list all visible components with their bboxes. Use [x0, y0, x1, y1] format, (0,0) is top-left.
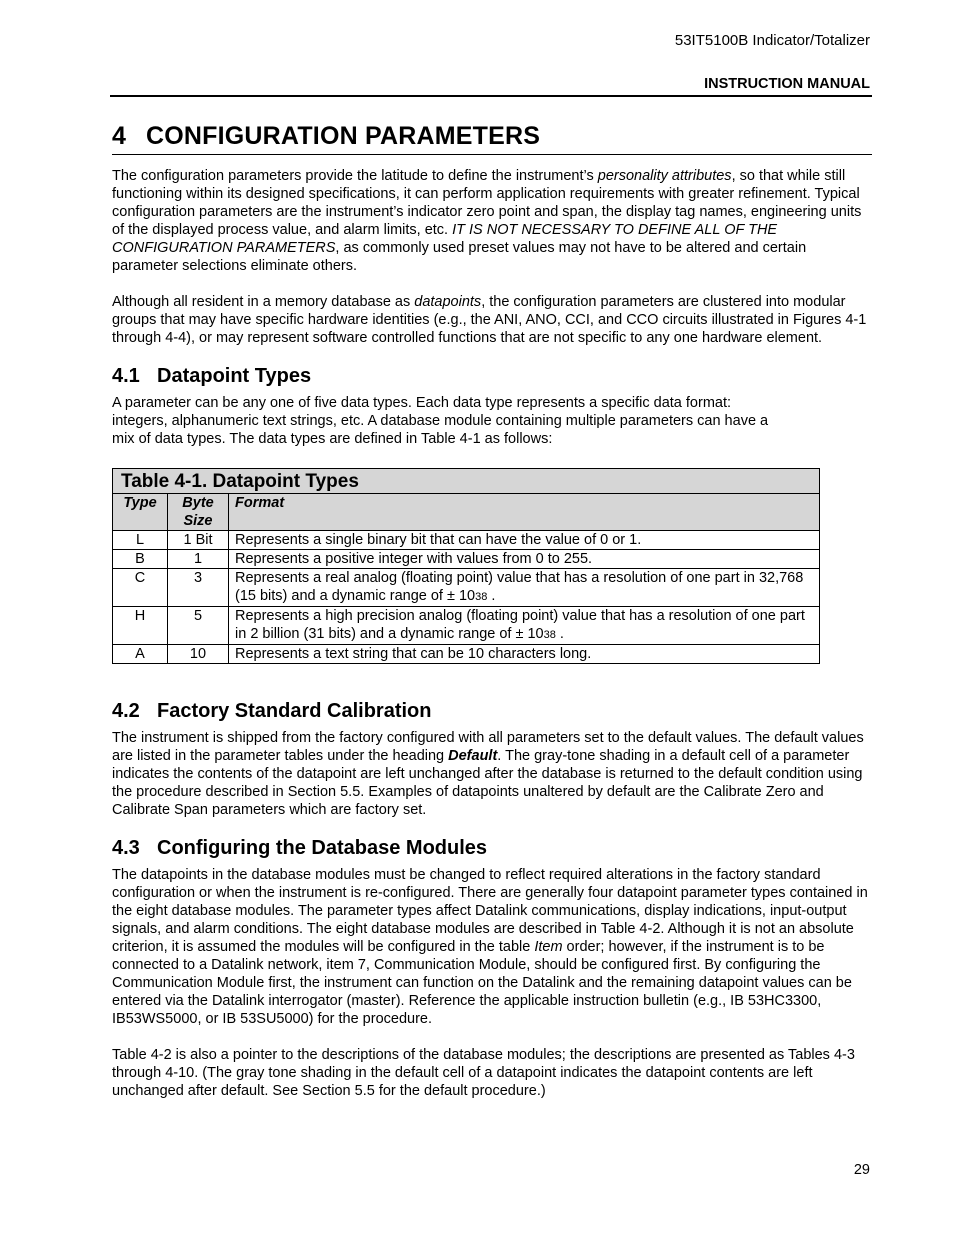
s42-text-2: . The gray-tone shading in a default cell of a parameter indicates the contents of the datapoint are left unchanged after the database is returned to the default condition using the procedure described in Section 5.5. Examples of datapoints unaltered by default are the Calibrate Zero and Calibrate Span parameters which are factory set.: [112, 748, 863, 818]
section-title: Factory Standard Calibration: [157, 700, 432, 722]
section-4-2-text: [112, 729, 872, 819]
section-4-2-heading: [112, 700, 872, 723]
cell-type: L: [113, 531, 168, 550]
section-4-1-text: A parameter can be any one of five data types. Each data type represents a specific data format: integers, alphanumeric text strings, etc. A database module containing multiple parameters can have a mix of data types. The data types are defined in Table 4-1 as follows:: [112, 395, 769, 447]
cell-format-exponent: 38: [543, 629, 556, 641]
intro-p2-text: Although all resident in a memory database as: [112, 294, 415, 310]
table-row: [113, 645, 820, 664]
table-caption: Table 4-1. Datapoint Types: [113, 469, 820, 494]
intro-p2-text-2: , the configuration parameters are clustered into modular groups that may have specific hardware identities (e.g., the ANI, ANO, CCI, and CCO circuits illustrated in Figures 4-1 through 4-4), or may represent software controlled functions that are not specific to any one hardware element.: [112, 294, 867, 346]
section-title: Configuring the Database Modules: [157, 837, 488, 859]
s43-item-emphasis: Item: [534, 939, 563, 955]
cell-format: [229, 569, 820, 607]
intro-p1-text: The configuration parameters provide the latitude to define the instrument’s: [112, 168, 598, 184]
cell-size: 3: [168, 569, 229, 607]
s43-text-2: order; however, if the instrument is to be connected to a Datalink network, item 7, Communication Module, should be configured first. By configuring the Communication Module first, the instrument can function on the Datalink and the remaining datapoint values can be entered via the Datalink interrogator (master). Reference the applicable instruction bulletin (e.g., IB 53HC3300, IB53WS5000, or IB 53SU5000) for the procedure.: [112, 939, 852, 1027]
intro-p1-text-2: , so that while still functioning within its designed specifications, it can perform application requirements with greater refinement. Typical configuration parameters are the instrument’s indicator zero point and span, the display tag names, engineering units of the displayed process value, and alarm limits, etc.: [112, 168, 862, 238]
datapoint-types-table: [112, 468, 820, 664]
cell-type: B: [113, 550, 168, 569]
chapter-number: 4: [112, 122, 127, 150]
s43-text: The datapoints in the database modules must be changed to reflect required alterations in the factory standard configuration or when the instrument is re-configured. There are generally four datapoint parameter types contained in the eight database modules. The parameter types affect Datalink communications, display indications, input-output signals, and alarm conditions. The eight database modules are described in Table 4-2. Although it is not an absolute criterion, it is assumed the modules will be configured in the table: [112, 867, 868, 955]
section-4-3-paragraph-1: [112, 866, 872, 1028]
section-title: Datapoint Types: [157, 365, 312, 387]
header-product-title: 53IT5100B Indicator/Totalizer: [674, 32, 870, 49]
cell-format-exponent: 38: [475, 591, 488, 603]
intro-paragraph-1: [112, 167, 872, 275]
col-header-byte: Byte: [182, 495, 214, 511]
cell-format: Represents a positive integer with values from 0 to 255.: [229, 550, 820, 569]
section-number: 4.3: [112, 837, 140, 859]
chapter-heading: [112, 118, 872, 155]
col-header-byte-size: [168, 494, 229, 531]
s42-default-emphasis: Default: [448, 748, 498, 764]
header-manual-label: INSTRUCTION MANUAL: [704, 76, 870, 92]
cell-format-tail: .: [487, 588, 496, 604]
intro-p2-emphasis: datapoints: [414, 294, 482, 310]
section-4-3-paragraph-2: Table 4-2 is also a pointer to the descriptions of the database modules; the descriptions are presented as Tables 4-3 through 4-10. (The gray tone shading in the default cell of a datapoint indicates the datapoint contents are left unchanged after default. See Section 5.5 for the default procedure.): [112, 1047, 855, 1099]
table-row: [113, 531, 820, 550]
cell-size: 5: [168, 607, 229, 645]
intro-p1-caps-note: IT IS NOT NECESSARY TO DEFINE ALL OF THE CONFIGURATION PARAMETERS: [112, 222, 778, 256]
table-row: [113, 607, 820, 645]
cell-format-text: Represents a real analog (floating point) value that has a resolution of one part in 32,768 (15 bits) and a dynamic range of ± 10: [235, 570, 804, 604]
section-number: 4.2: [112, 700, 140, 722]
cell-format: Represents a single binary bit that can have the value of 0 or 1.: [229, 531, 820, 550]
intro-p1-text-3: , as commonly used preset values may not have to be altered and certain parameter selections eliminate others.: [112, 240, 807, 274]
section-4-1-heading: [112, 365, 872, 388]
intro-p1-emphasis: personality attributes: [597, 168, 732, 184]
cell-size: 1: [168, 550, 229, 569]
col-header-size: Size: [183, 513, 213, 529]
col-header-format: Format: [229, 494, 820, 531]
cell-format: Represents a text string that can be 10 characters long.: [229, 645, 820, 664]
col-header-type: Type: [113, 494, 168, 531]
s42-text: The instrument is shipped from the factory configured with all parameters set to the default values. The default values are listed in the parameter tables under the heading: [112, 730, 864, 764]
table-row: [113, 550, 820, 569]
cell-size: 1 Bit: [168, 531, 229, 550]
cell-format-text: Represents a high precision analog (floating point) value that has a resolution of one part in 2 billion (31 bits) and a dynamic range of ± 10: [235, 608, 805, 642]
cell-type: C: [113, 569, 168, 607]
cell-format-tail: .: [555, 626, 564, 642]
table-row: [113, 569, 820, 607]
section-number: 4.1: [112, 365, 140, 387]
cell-type: H: [113, 607, 168, 645]
cell-type: A: [113, 645, 168, 664]
intro-paragraph-2: [112, 293, 872, 347]
section-4-3-heading: [112, 837, 872, 860]
chapter-title: CONFIGURATION PARAMETERS: [146, 122, 541, 150]
page-content: [112, 118, 872, 1118]
cell-size: 10: [168, 645, 229, 664]
cell-format: [229, 607, 820, 645]
header-rule: [110, 95, 872, 97]
page-number: 29: [853, 1162, 870, 1178]
